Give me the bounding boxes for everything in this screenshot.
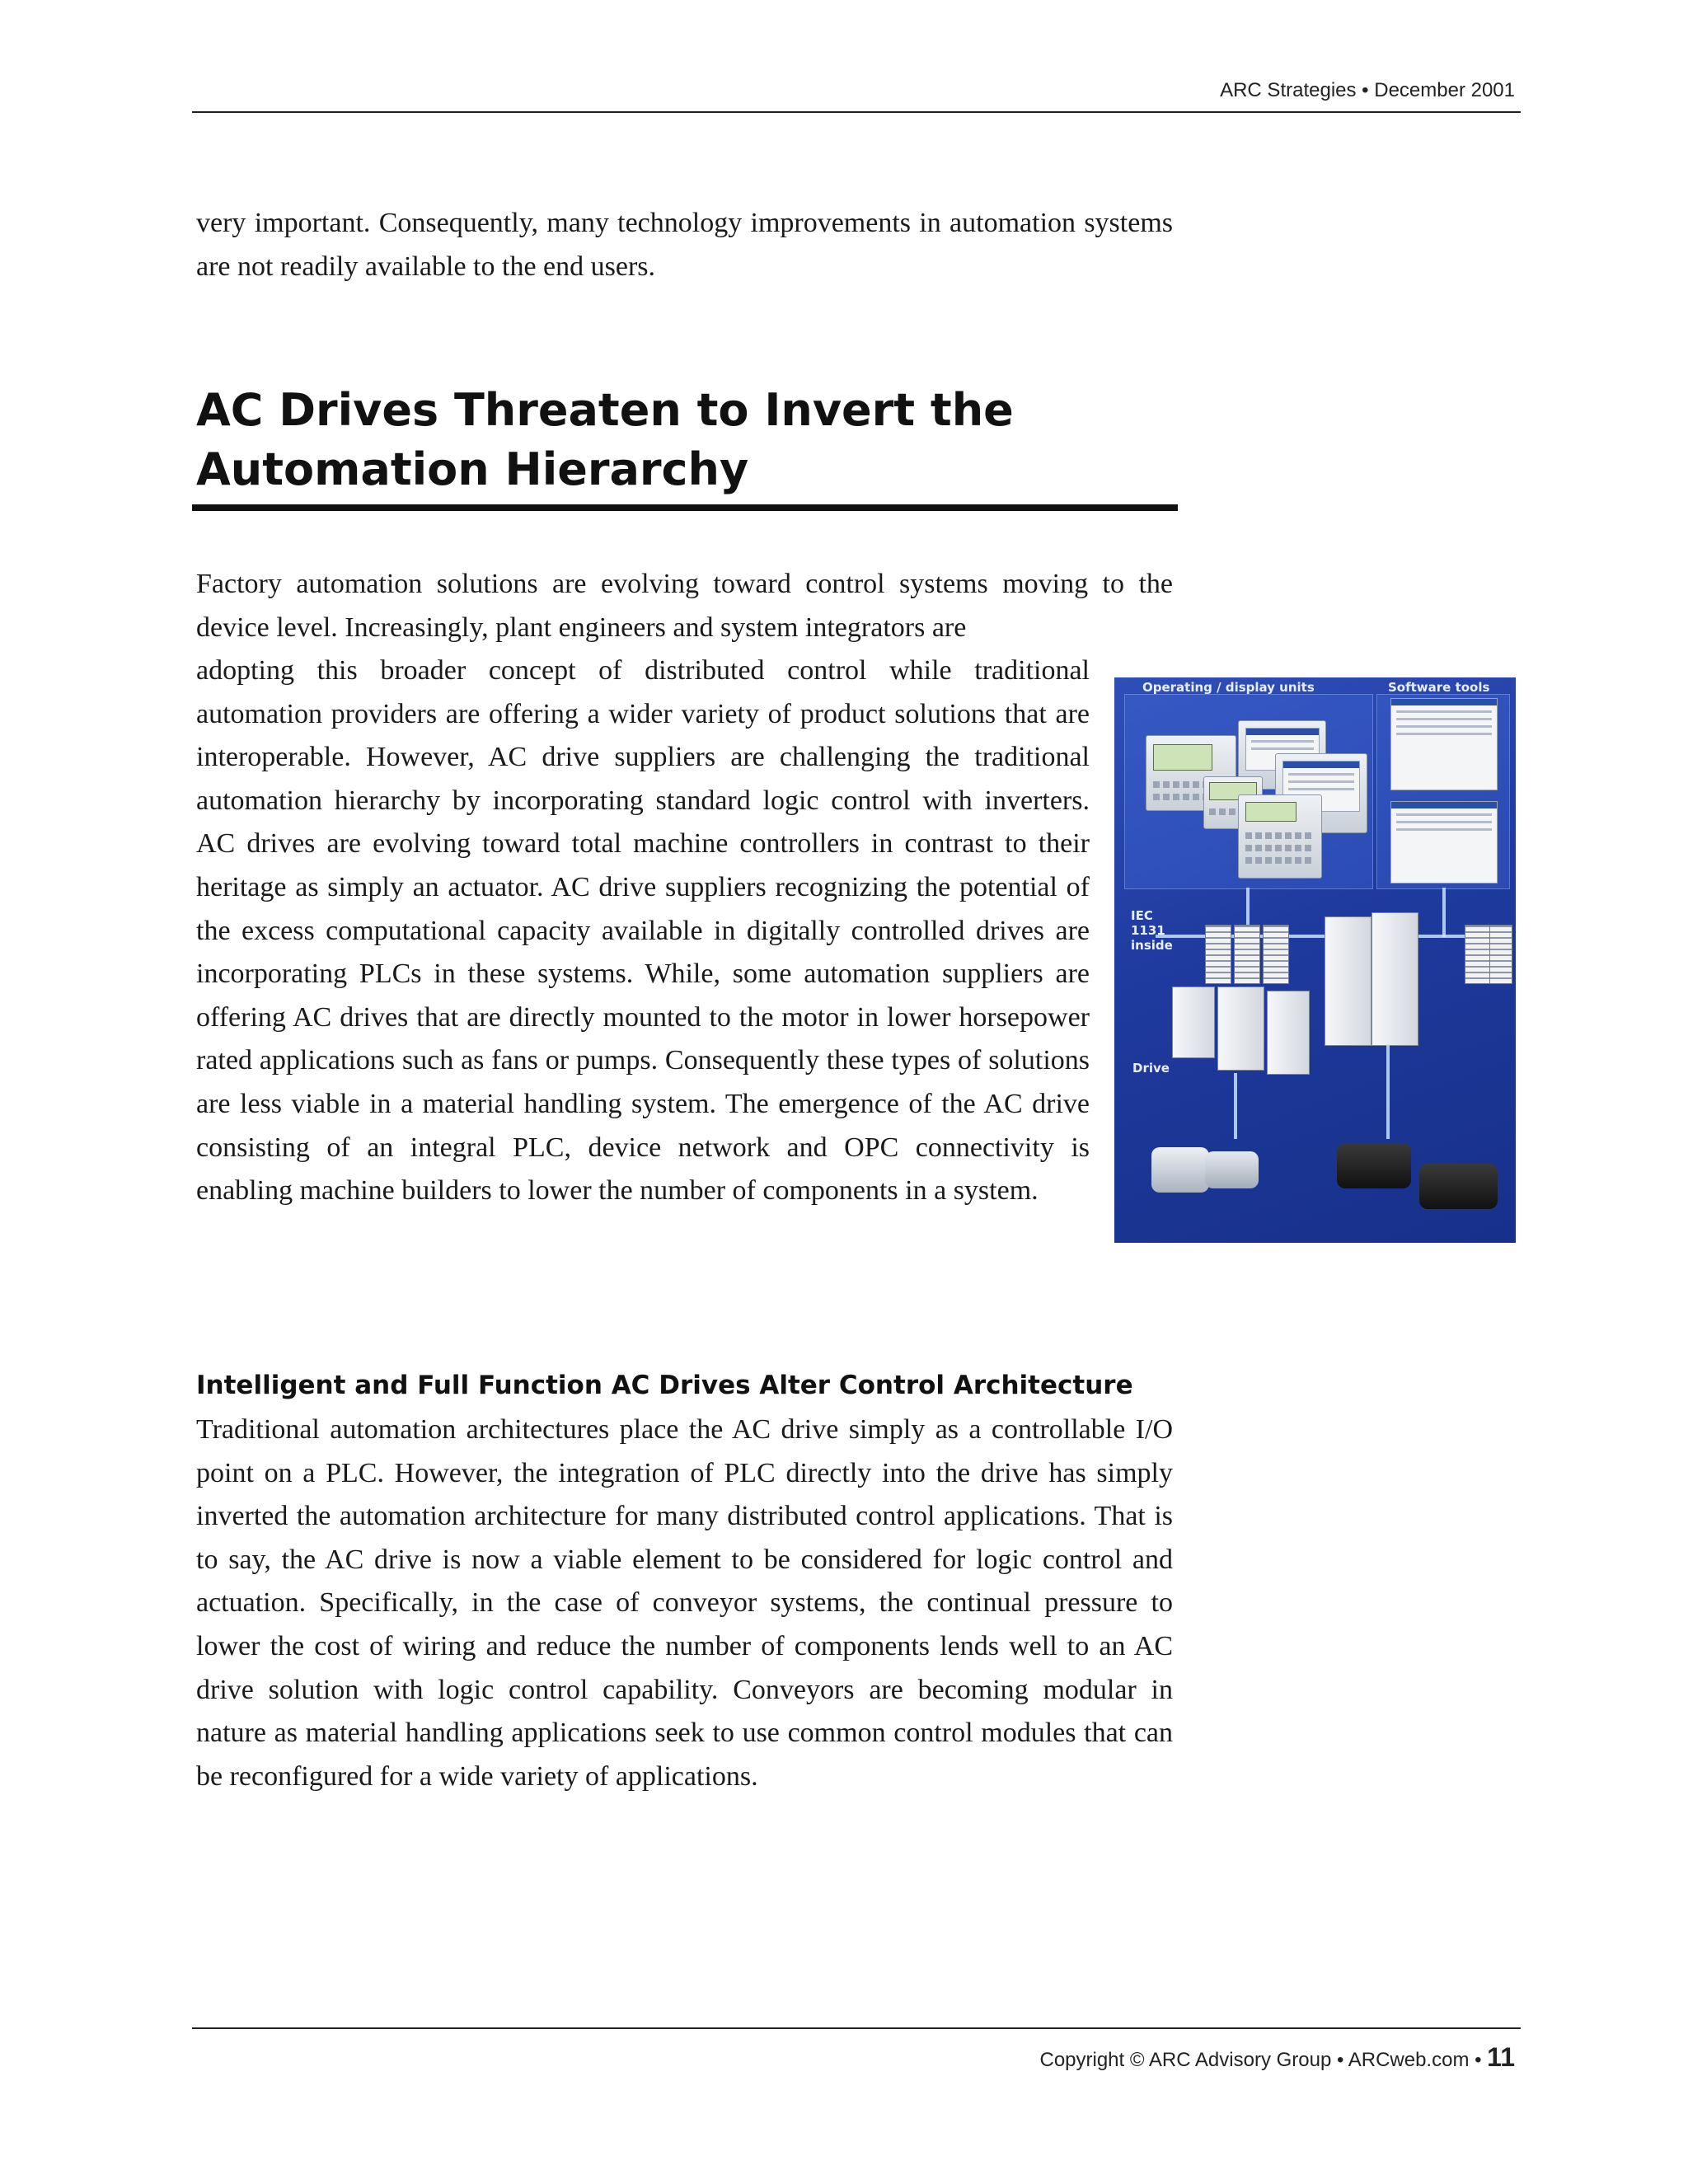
- software-window-2: [1390, 801, 1498, 883]
- header-rule: [192, 111, 1521, 113]
- footer: [1039, 2042, 1515, 2073]
- servo-motor-2: [1419, 1164, 1498, 1209]
- drive-unit-small-1: [1172, 987, 1215, 1058]
- servo-motor-1: [1337, 1143, 1411, 1188]
- section-paragraph-rest: adopting this broader concept of distributed control while traditional automation providers are offering a wider variety of product solutions that are interoperable. However, AC drive suppliers are challenging the traditional automation hierarchy by incorporating standard logic control with inverters. AC drives are evolving toward total machine controllers in contrast to their heritage as simply an actuator. AC drive suppliers recognizing the potential of the excess computational capacity available in digitally controlled drives are incorporating PLCs in these systems. While, some automation suppliers are offering AC drives that are directly mounted to the motor in lower horsepower rated applications such as fans or pumps. Consequently these types of solutions are less viable in a material handling system. The emergence of the AC drive consisting of an integral PLC, device network and OPC connectivity is enabling machine builders to lower the number of components in a system.: [196, 655, 1090, 1207]
- intro-paragraph: very important. Consequently, many technology improvements in automation systems are not readily available to the end users.: [196, 208, 1173, 282]
- subsection-title: Intelligent and Full Function AC Drives Alter Control Architecture: [196, 1371, 1133, 1400]
- section-title-rule: [192, 504, 1178, 511]
- drive-unit-large-1: [1325, 916, 1372, 1046]
- figure-label-software: Software tools: [1388, 680, 1490, 695]
- footer-copyright: Copyright © ARC Advisory Group • ARCweb.com •: [1039, 2049, 1482, 2071]
- software-window-1: [1390, 698, 1498, 790]
- connection-line-drive-left: [1234, 1073, 1237, 1139]
- connection-line-drive-right: [1386, 1044, 1390, 1139]
- geared-motor-1: [1151, 1147, 1209, 1193]
- automation-hierarchy-figure: [1114, 677, 1516, 1243]
- drive-unit-large-2: [1372, 912, 1418, 1046]
- figure-label-drive: Drive: [1132, 1061, 1170, 1076]
- drive-unit-small-2: [1217, 987, 1264, 1071]
- section-paragraph-top: Factory automation solutions are evolving toward control systems moving to the device level. Increasingly, plant engineers and system integrators are: [196, 569, 1173, 643]
- connection-line-right: [1442, 888, 1446, 937]
- running-head: ARC Strategies • December 2001: [1220, 79, 1515, 101]
- plc-io-module-5: [1489, 925, 1512, 984]
- plc-io-module-3: [1263, 925, 1289, 984]
- figure-label-iec: IEC 1131 inside: [1131, 908, 1173, 953]
- footer-rule: [192, 2027, 1521, 2029]
- operator-panel-5: [1238, 794, 1322, 879]
- drive-unit-small-3: [1267, 991, 1310, 1075]
- subsection-paragraph: Traditional automation architectures place the AC drive simply as a controllable I/O point on a PLC. However, the integration of PLC directly into the drive has simply inverted the automation architecture for many distributed control applications. That is to say, the AC drive is now a viable element to be considered for logic control and actuation. Specifically, in the case of conveyor systems, the continual pressure to lower the cost of wiring and reduce the number of components lends well to an AC drive solution with logic control capability. Conveyors are becoming modular in nature as material handling applications seek to use common control modules that can be reconfigured for a wide variety of applications.: [196, 1414, 1173, 1792]
- plc-io-module-2: [1234, 925, 1260, 984]
- plc-io-module-4: [1465, 925, 1491, 984]
- section-title: AC Drives Threaten to Invert the Automation Hierarchy: [196, 384, 1014, 495]
- geared-motor-2: [1205, 1151, 1259, 1188]
- page-number: 11: [1487, 2042, 1515, 2072]
- plc-io-module-1: [1205, 925, 1231, 984]
- figure-label-operating: Operating / display units: [1142, 680, 1315, 695]
